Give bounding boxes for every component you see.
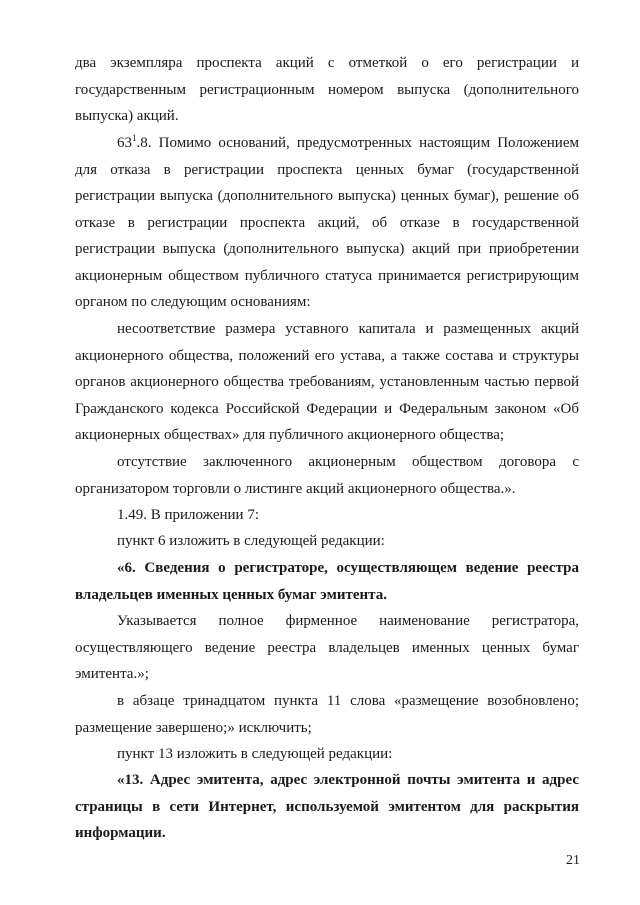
paragraph-item-13-heading — [75, 767, 579, 847]
paragraph-item-13-intro — [75, 741, 579, 768]
text-line: органов акционерного общества требованиям, установленным частью первой — [75, 374, 579, 390]
text-line: пункт 13 изложить в следующей редакции: — [117, 746, 393, 762]
section-superscript: 1 — [132, 133, 137, 143]
text-line: органом по следующим основаниям: — [75, 294, 311, 310]
paragraph-1-49 — [75, 502, 579, 529]
text-line: отсутствие заключенного акционерным обществом договора с — [117, 454, 579, 470]
text-line: несоответствие размера уставного капитала и размещенных акций — [117, 321, 579, 337]
text-line: «6. Сведения о регистраторе, осуществляющем ведение реестра — [117, 560, 579, 576]
text-line: отказе в регистрации проспекта акций, об отказе в государственной — [75, 214, 579, 231]
paragraph-absence — [75, 449, 579, 502]
text-line-rest: .8. Помимо оснований, предусмотренных настоящим Положением — [136, 135, 579, 151]
page-number: 21 — [566, 853, 580, 868]
text-line: «13. Адрес эмитента, адрес электронной почты эмитента и адрес — [117, 772, 579, 788]
text-line: регистрации выпуска (дополнительного выпуска) акций при приобретении — [75, 241, 579, 257]
text-line: в абзаце тринадцатом пункта 11 слова «размещение возобновлено; — [117, 693, 579, 709]
text-line: осуществляющего ведение реестра владельцев именных ценных бумаг — [75, 639, 579, 656]
paragraph-nonconformity — [75, 316, 579, 449]
text-line: 1.49. В приложении 7: — [117, 507, 259, 523]
paragraph-continuation — [75, 50, 579, 130]
text-line: Указывается полное фирменное наименование регистратора, — [117, 613, 579, 629]
text-line: для отказа в регистрации проспекта ценных бумаг (государственной — [75, 161, 579, 178]
text-line: два экземпляра проспекта акций с отметкой о его регистрации и — [75, 55, 579, 71]
text-line: регистрации выпуска (дополнительного выпуска) ценных бумаг), решение об — [75, 188, 579, 204]
text-line: выпуска) акций. — [75, 108, 179, 124]
paragraph-item-6-intro — [75, 528, 579, 555]
text-line: организатором торговли о листинге акций акционерного общества.». — [75, 480, 516, 497]
text-line: государственным регистрационным номером выпуска (дополнительного — [75, 81, 579, 98]
paragraph-item-6-body — [75, 608, 579, 688]
text-line: страницы в сети Интернет, используемой эмитентом для раскрытия — [75, 798, 579, 815]
text-line: акционерного общества, положений его устава, а также состава и структуры — [75, 347, 579, 364]
paragraph-item-11 — [75, 688, 579, 741]
text-line: пункт 6 изложить в следующей редакции: — [117, 533, 385, 549]
text-line: Гражданского кодекса Российской Федерации и Федеральным законом «Об — [75, 400, 579, 417]
text-line: размещение завершено;» исключить; — [75, 719, 312, 736]
text-line: акционерным обществом публичного статуса принимается регистрирующим — [75, 267, 579, 284]
text-line: информации. — [75, 825, 166, 841]
text-line — [75, 130, 579, 157]
section-number: 63 — [117, 135, 132, 151]
paragraph-item-6-heading — [75, 555, 579, 608]
text-line: эмитента.»; — [75, 666, 149, 682]
text-line: владельцев именных ценных бумаг эмитента. — [75, 586, 387, 603]
paragraph-63-1-8 — [75, 130, 579, 316]
text-line: акционерных обществах» для публичного акционерного общества; — [75, 427, 505, 443]
